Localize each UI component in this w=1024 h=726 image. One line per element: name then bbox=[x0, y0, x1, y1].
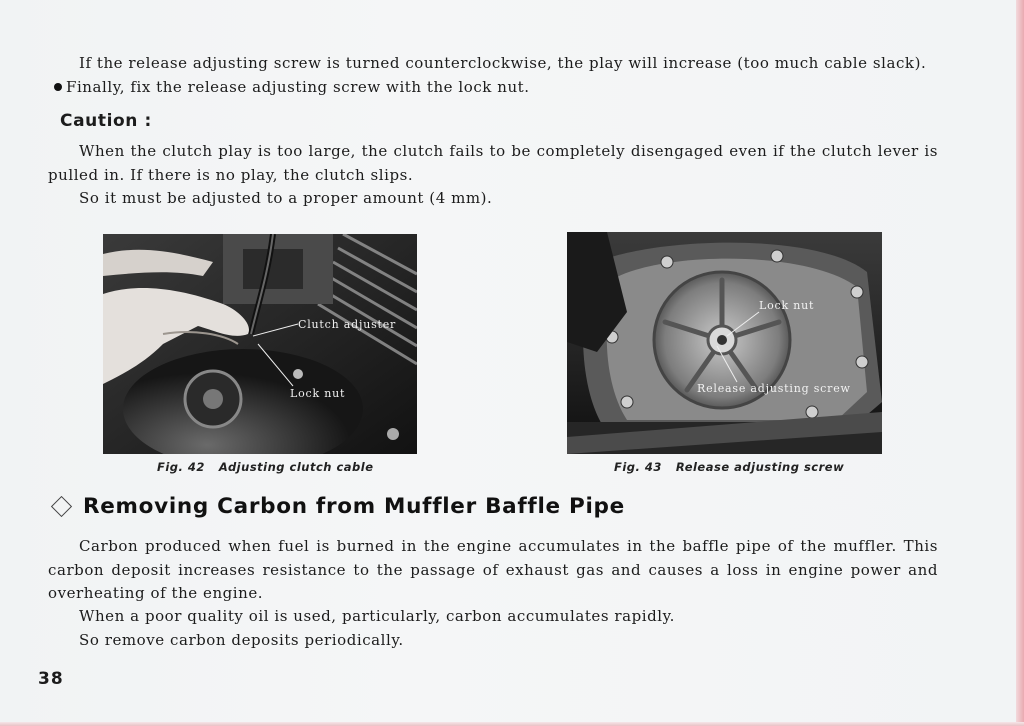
figure-42-caption-text: Adjusting clutch cable bbox=[218, 460, 374, 474]
section-paragraph-3: So remove carbon deposits periodically. bbox=[79, 631, 404, 649]
figure-42-label-lock-nut: Lock nut bbox=[290, 387, 346, 400]
section-paragraph-2: When a poor quality oil is used, particularly, carbon accumulates rapidly. bbox=[79, 607, 675, 625]
intro-bullet-text: Finally, fix the release adjusting screw with the lock nut. bbox=[66, 78, 530, 96]
caution-paragraph-1: When the clutch play is too large, the clutch fails to be completely disengaged even if the clutch lever is pulled in. If there is no play, the clutch slips. bbox=[48, 142, 938, 184]
caution-paragraph-2: So it must be adjusted to a proper amount (4 mm). bbox=[79, 189, 493, 207]
figure-42-label-clutch-adjuster: Clutch adjuster bbox=[298, 318, 397, 331]
bullet-icon bbox=[54, 83, 62, 91]
figure-43-number: Fig. 43 bbox=[614, 460, 662, 474]
figure-42-number: Fig. 42 bbox=[157, 460, 205, 474]
page-edge-bottom bbox=[0, 722, 1024, 726]
figure-42-caption bbox=[157, 460, 388, 474]
page-number: 38 bbox=[38, 669, 64, 689]
diamond-bullet-icon bbox=[51, 496, 72, 517]
figure-43-caption-text: Release adjusting screw bbox=[675, 460, 845, 474]
release-screw-photo-illustration bbox=[567, 232, 882, 454]
section-title: Removing Carbon from Muffler Baffle Pipe bbox=[83, 494, 625, 519]
page-edge-right bbox=[1016, 0, 1024, 726]
figure-43-label-lock-nut: Lock nut bbox=[759, 299, 815, 312]
section-heading bbox=[50, 494, 625, 519]
figure-43-photo bbox=[567, 232, 882, 454]
figure-43-caption bbox=[614, 460, 858, 474]
figure-43-label-release-adjusting-screw: Release adjusting screw bbox=[697, 382, 851, 395]
figure-42-photo bbox=[103, 234, 417, 454]
section-paragraph-1: Carbon produced when fuel is burned in the engine accumulates in the baffle pipe of the muffler. This carbon deposit increases resistance to the passage of exhaust gas and causes a loss in engine power and overheating of the engine. bbox=[48, 537, 938, 602]
caution-heading: Caution : bbox=[60, 111, 152, 131]
intro-paragraph: If the release adjusting screw is turned counterclockwise, the play will increase (too much cable slack). bbox=[79, 54, 927, 72]
intro-bullet-item bbox=[48, 76, 938, 100]
clutch-cable-photo-illustration bbox=[103, 234, 417, 454]
